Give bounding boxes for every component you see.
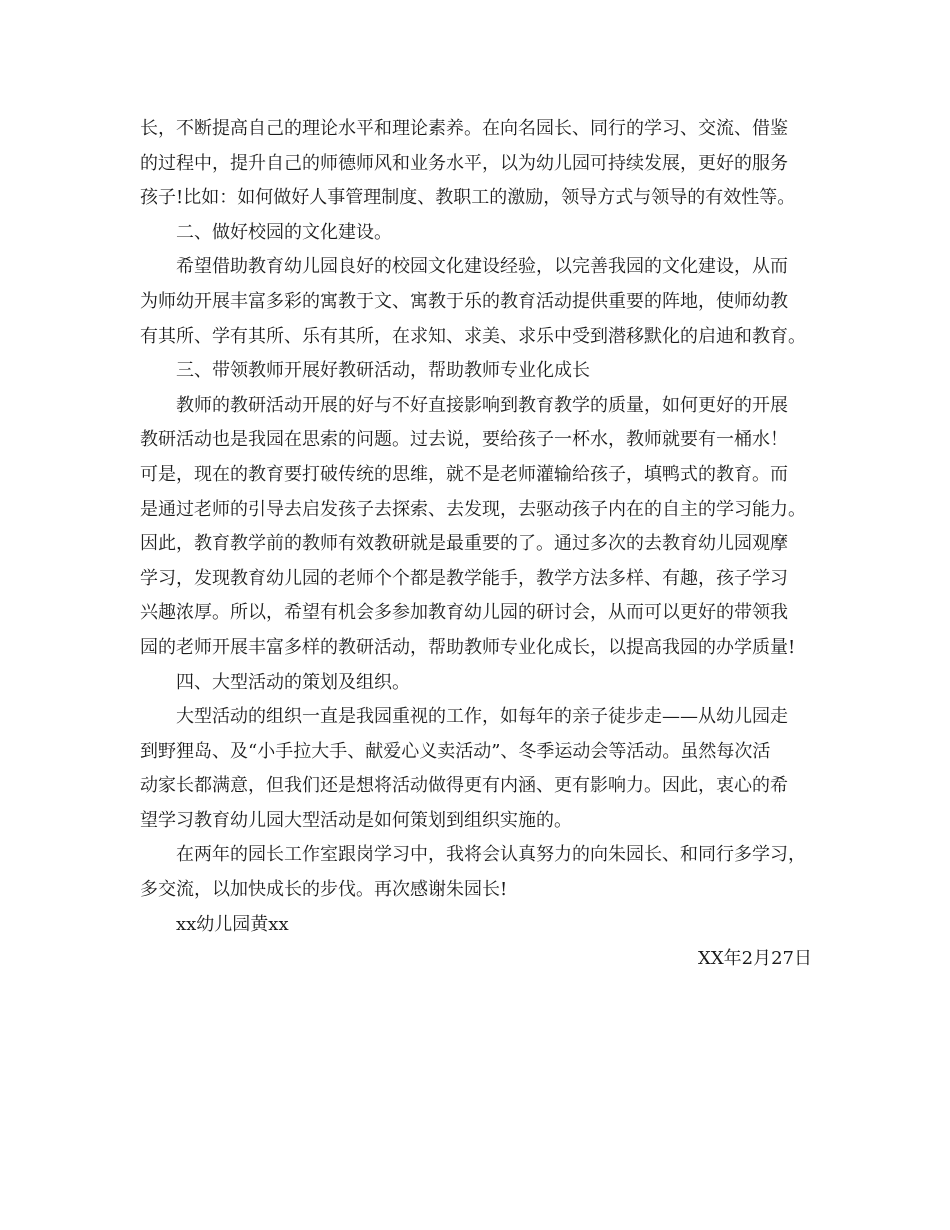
text-line: 是通过老师的引导去启发孩子去探索、去发现，去驱动孩子内在的自主的学习能力。 <box>140 498 806 520</box>
text-line: 到野狸岛、及“小手拉大手、献爱心义卖活动”、冬季运动会等活动。虽然每次活 <box>140 740 771 762</box>
signature-line: xx幼儿园黄xx <box>176 913 289 935</box>
text-line: 的过程中，提升自己的师德师风和业务水平，以为幼儿园可持续发展，更好的服务 <box>140 152 788 174</box>
text-line: 动家长都满意，但我们还是想将活动做得更有内涵、更有影响力。因此，衷心的希 <box>140 775 788 797</box>
text-line: 有其所、学有其所、乐有其所，在求知、求美、求乐中受到潜移默化的启迪和教育。 <box>140 325 806 347</box>
text-line: 学习，发现教育幼儿园的老师个个都是教学能手，教学方法多样、有趣，孩子学习 <box>140 567 788 589</box>
text-line: 兴趣浓厚。所以，希望有机会多参加教育幼儿园的研讨会，从而可以更好的带领我 <box>140 602 788 624</box>
text-line: 可是，现在的教育要打破传统的思维，就不是老师灌输给孩子，填鸭式的教育。而 <box>140 463 788 485</box>
date-line: XX年2月27日 <box>698 948 812 970</box>
document-body <box>140 112 820 977</box>
text-line: 教研活动也是我园在思索的问题。过去说，要给孩子一杯水，教师就要有一桶水！ <box>140 429 788 451</box>
text-line: 多交流，以加快成长的步伐。再次感谢朱园长! <box>140 879 508 901</box>
section-heading: 三、带领教师开展好教研活动，帮助教师专业化成长 <box>176 360 590 382</box>
text-line: 希望借助教育幼儿园良好的校园文化建设经验，以完善我园的文化建设，从而 <box>176 256 788 278</box>
text-line: 因此，教育教学前的教师有效教研就是最重要的了。通过多次的去教育幼儿园观摩 <box>140 533 788 555</box>
text-line: 孩子!比如：如何做好人事管理制度、教职工的激励，领导方式与领导的有效性等。 <box>140 187 796 209</box>
text-line: 大型活动的组织一直是我园重视的工作，如每年的亲子徒步走——从幼儿园走 <box>176 706 788 728</box>
text-line: 园的老师开展丰富多样的教研活动，帮助教师专业化成长，以提高我园的办学质量! <box>140 636 796 658</box>
text-line: 为师幼开展丰富多彩的寓教于文、寓教于乐的教育活动提供重要的阵地，使师幼教 <box>140 290 788 312</box>
text-line: 教师的教研活动开展的好与不好直接影响到教育教学的质量，如何更好的开展 <box>176 394 788 416</box>
text-line: 望学习教育幼儿园大型活动是如何策划到组织实施的。 <box>140 809 572 831</box>
text-line: 在两年的园长工作室跟岗学习中，我将会认真努力的向朱园长、和同行多学习， <box>176 844 806 866</box>
section-heading: 四、大型活动的策划及组织。 <box>176 671 410 693</box>
text-line: 长，不断提高自己的理论水平和理论素养。在向名园长、同行的学习、交流、借鉴 <box>140 118 788 139</box>
section-heading: 二、做好校园的文化建设。 <box>176 221 392 243</box>
